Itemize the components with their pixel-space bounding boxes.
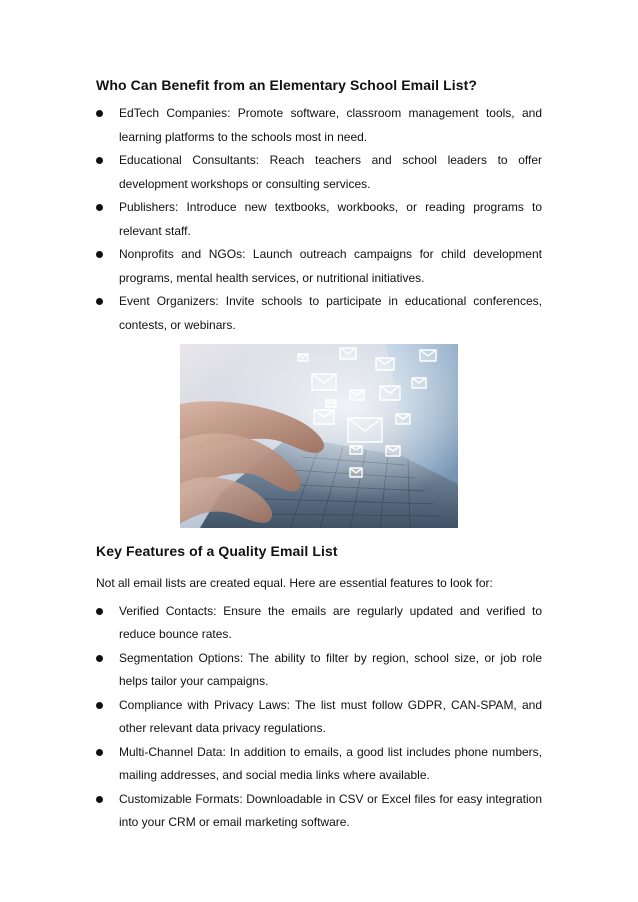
laptop-email-photo [180,344,458,528]
bullet-icon [96,251,103,258]
list-item [96,243,542,290]
benefit-list [96,102,542,337]
list-item [96,788,542,835]
list-item [96,741,542,788]
list-item [96,647,542,694]
list-item-text: Event Organizers: Invite schools to participate in educational conferences, contests, or webinars. [119,294,542,332]
list-item-text: Nonprofits and NGOs: Launch outreach campaigns for child development programs, mental health services, or nutritional initiatives. [119,247,542,285]
section-heading-key-features: Key Features of a Quality Email List [96,543,338,559]
bullet-icon [96,749,103,756]
list-item-text: Segmentation Options: The ability to filter by region, school size, or job role helps tailor your campaigns. [119,650,542,688]
bullet-icon [96,702,103,709]
list-item [96,102,542,149]
list-item [96,600,542,647]
list-item-text: Educational Consultants: Reach teachers and school leaders to offer development workshops or consulting services. [119,153,542,191]
bullet-icon [96,655,103,662]
list-item [96,149,542,196]
page-content [96,74,542,835]
list-item-text: Compliance with Privacy Laws: The list must follow GDPR, CAN-SPAM, and other relevant data privacy regulations. [119,697,542,735]
list-item [96,196,542,243]
features-list [96,600,542,835]
bullet-icon [96,110,103,117]
section-intro: Not all email lists are created equal. Here are essential features to look for: [96,576,493,590]
bullet-icon [96,157,103,164]
bullet-icon [96,298,103,305]
list-item-text: Publishers: Introduce new textbooks, workbooks, or reading programs to relevant staff. [119,200,542,238]
list-item [96,694,542,741]
list-item-text: EdTech Companies: Promote software, classroom management tools, and learning platforms to the schools most in need. [119,106,542,144]
list-item-text: Verified Contacts: Ensure the emails are regularly updated and verified to reduce bounce rates. [119,603,542,641]
list-item-text: Customizable Formats: Downloadable in CSV or Excel files for easy integration into your CRM or email marketing software. [119,791,542,829]
bullet-icon [96,204,103,211]
bullet-icon [96,608,103,615]
list-item-text: Multi-Channel Data: In addition to emails, a good list includes phone numbers, mailing addresses, and social media links where available. [119,744,542,782]
bullet-icon [96,796,103,803]
laptop-email-illustration [180,344,458,528]
list-item [96,290,542,337]
section-heading-who-can-benefit: Who Can Benefit from an Elementary School Email List? [96,77,478,93]
